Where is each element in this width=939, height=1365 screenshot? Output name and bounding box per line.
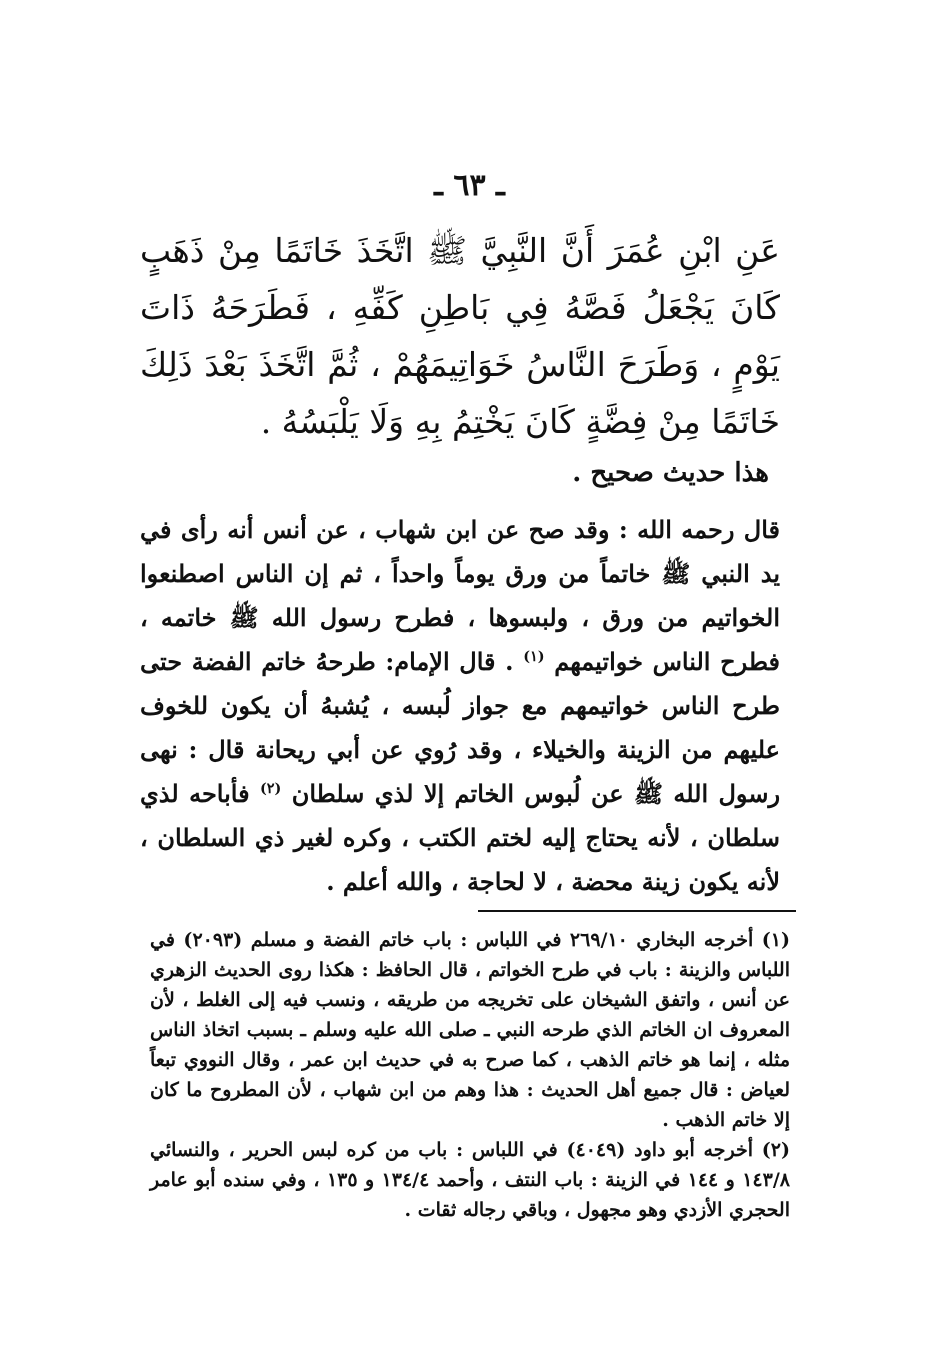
footnote-ref-1[interactable]: (١) (523, 648, 545, 665)
page-number: ـ ٦٣ ـ (434, 168, 505, 203)
footnote-divider (478, 910, 796, 912)
hadith-grading: هذا حديث صحيح . (572, 458, 769, 488)
footnote-ref-2[interactable]: (٢) (259, 780, 282, 797)
commentary-part-2: . قال الإمام: طرحهُ خاتم الفضة حتى طرح الناس خواتيمهم مع جواز لُبسه ، يُشبهُ أن يكون للخوف عليهم من الزينة والخيلاء ، وقد رُوي عن أبي ريحانة قال : نهى رسول الله ﷺ عن لُبوس الخاتم إلا لذي سلطان (140, 647, 781, 808)
commentary-paragraph (140, 508, 780, 904)
commentary-part-3: فأباحه لذي سلطان ، لأنه يحتاج إليه لختم الكتب ، وكره لغير ذي السلطان ، لأنه يكون زينة محضة ، لا لحاجة ، والله أعلم . (140, 779, 780, 896)
hadith-text: عَنِ ابْنِ عُمَرَ أَنَّ النَّبِيَّ ﷺ اتَّخَذَ خَاتَمًا مِنْ ذَهَبٍ كَانَ يَجْعَلُ فَصَّهُ فِي بَاطِنِ كَفِّهِ ، فَطَرَحَهُ ذَاتَ يَوْمٍ ، وَطَرَحَ النَّاسُ خَوَاتِيمَهُمْ ، ثُمَّ اتَّخَذَ بَعْدَ ذَلِكَ خَاتَمًا مِنْ فِضَّةٍ كَانَ يَخْتِمُ بِهِ وَلَا يَلْبَسُهُ . (140, 231, 780, 441)
commentary-part-1: قال رحمه الله : وقد صح عن ابن شهاب ، عن أنس أنه رأى في يد النبي ﷺ خاتماً من ورق يوماً واحداً ، ثم إن الناس اصطنعوا الخواتيم من ورق ، ولبسوها ، فطرح رسول الله ﷺ خاتمه ، فطرح الناس خواتيمهم (140, 515, 781, 676)
footnote-2: (٢) أخرجه أبو داود (٤٠٤٩) في اللباس : باب من كره لبس الحرير ، والنسائي ١٤٣/٨ و ١٤٤ في الزينة : باب النتف ، وأحمد ١٣٤/٤ و ١٣٥ ، وفي سنده أبو عامر الحجري الأزدي وهو مجهول ، وباقي رجاله ثقات . (150, 1139, 790, 1221)
footnotes (150, 925, 790, 1225)
footnote-1: (١) أخرجه البخاري ٢٦٩/١٠ في اللباس : باب خاتم الفضة و مسلم (٢٠٩٣) في اللباس والزينة : باب في طرح الخواتم ، قال الحافظ : هكذا روى الحديث الزهري عن أنس ، واتفق الشيخان على تخريجه من طريقه ، ونسب فيه إلى الغلط ، لأن المعروف ان الخاتم الذي طرحه النبي ـ صلى الله عليه وسلم ـ بسبب اتخاذ الناس مثله ، إنما هو خاتم الذهب ، كما صرح به في حديث ابن عمر ، وقال النووي تبعاً لعياض : قال جميع أهل الحديث : هذا وهم من ابن شهاب ، لأن المطروح ما كان إلا خاتم الذهب . (150, 929, 790, 1131)
